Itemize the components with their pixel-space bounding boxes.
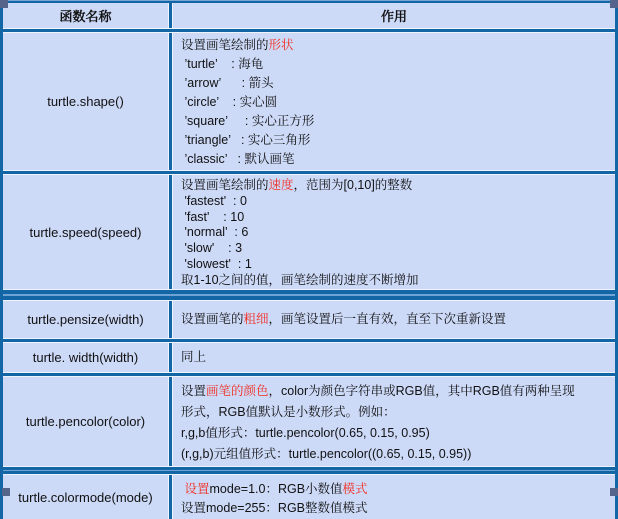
selection-handle-middle-right[interactable] <box>610 488 618 496</box>
function-description-cell <box>173 377 615 466</box>
text-segment: ，画笔设置后一直有效，直至下次重新设置 <box>268 312 507 326</box>
description-line <box>181 423 609 444</box>
function-description-cell <box>173 301 615 338</box>
description-line <box>181 273 609 289</box>
text-segment: 设置画笔的 <box>181 312 244 326</box>
description-line <box>181 210 609 226</box>
description-line <box>181 150 609 169</box>
function-description-cell <box>173 475 615 519</box>
table-row <box>3 33 615 170</box>
text-segment: ’arrow’ : 箭头 <box>181 76 274 90</box>
text-segment: mode=1.0：RGB小数值 <box>209 482 343 496</box>
table-row <box>3 377 615 466</box>
description-line <box>181 480 609 499</box>
text-segment: (r,g,b)元组值形式：turtle.pencolor((0.65, 0.15, 0.95)) <box>181 447 472 461</box>
description-line <box>181 381 609 402</box>
text-segment: 同上 <box>181 350 207 364</box>
text-segment: 'fastest' : 0 <box>181 193 247 208</box>
selection-handle-top-left[interactable] <box>0 0 8 8</box>
description-line <box>181 74 609 93</box>
text-segment: 设置画笔绘制的 <box>181 38 269 52</box>
table-row <box>3 475 615 519</box>
selection-handle-middle-left[interactable] <box>2 488 10 496</box>
description-line <box>181 194 609 210</box>
function-name-cell: turtle. width(width) <box>3 343 168 372</box>
highlighted-text: 速度 <box>268 178 294 192</box>
highlighted-text: 粗细 <box>243 312 269 326</box>
text-segment: r,g,b值形式：turtle.pencolor(0.65, 0.15, 0.95) <box>181 426 430 440</box>
text-segment: 取1-10之间的值，画笔绘制的速度不断增加 <box>181 272 419 287</box>
text-segment: 设置 <box>181 384 207 398</box>
description-line <box>181 444 609 465</box>
description-line <box>181 257 609 273</box>
highlighted-text: 形状 <box>268 38 294 52</box>
description-line <box>181 55 609 74</box>
description-line <box>181 402 609 423</box>
text-segment: ’square’ : 实心正方形 <box>181 114 315 128</box>
function-name-cell: turtle.shape() <box>3 33 168 170</box>
table-row <box>3 343 615 372</box>
text-segment: ’triangle’ : 实心三角形 <box>181 133 311 147</box>
highlighted-text: 画笔的颜色 <box>206 384 269 398</box>
text-segment: ’classic’ : 默认画笔 <box>181 152 295 166</box>
text-segment: ，color为颜色字符串或RGB值，其中RGB值有两种呈现 <box>268 384 575 398</box>
function-description-cell <box>173 343 615 372</box>
text-segment: 'normal' : 6 <box>181 225 249 240</box>
function-description-cell <box>173 33 615 170</box>
description-line <box>181 36 609 55</box>
text-segment: ，范围为[0,10]的整数 <box>293 178 413 192</box>
selection-handle-top-right[interactable] <box>610 0 618 8</box>
description-line <box>181 348 206 367</box>
description-line <box>181 131 609 150</box>
description-line <box>181 93 609 112</box>
highlighted-text: 设置 <box>184 482 210 496</box>
row-divider <box>3 466 615 475</box>
function-name-cell: turtle.colormode(mode) <box>3 475 168 519</box>
function-name-cell: turtle.pencolor(color) <box>3 377 168 466</box>
row-divider <box>3 289 615 301</box>
text-segment: 'slow' : 3 <box>181 241 243 256</box>
description-line <box>181 241 609 257</box>
header-purpose: 作用 <box>173 3 615 28</box>
text-segment: 'slowest' : 1 <box>181 256 252 271</box>
table-row <box>3 175 615 289</box>
highlighted-text: 模式 <box>342 482 368 496</box>
description-line <box>181 499 609 518</box>
text-segment: 'fast' : 10 <box>181 209 245 224</box>
table-header-row <box>3 3 615 28</box>
function-name-cell: turtle.speed(speed) <box>3 175 168 289</box>
table-body <box>3 28 615 519</box>
text-segment: 设置mode=255：RGB整数值模式 <box>181 501 368 515</box>
description-line <box>181 178 609 194</box>
function-name-cell: turtle.pensize(width) <box>3 301 168 338</box>
function-description-cell <box>173 175 615 289</box>
header-function-name: 函数名称 <box>3 3 168 28</box>
text-segment: ’circle’ : 实心圆 <box>181 95 278 109</box>
text-segment: 设置画笔绘制的 <box>181 178 269 192</box>
description-line <box>181 310 506 329</box>
description-line <box>181 112 609 131</box>
text-segment: 形式，RGB值默认是小数形式。例如： <box>181 405 396 419</box>
text-segment: ’turtle’ : 海龟 <box>181 57 264 71</box>
description-line <box>181 225 609 241</box>
table-row <box>3 301 615 338</box>
